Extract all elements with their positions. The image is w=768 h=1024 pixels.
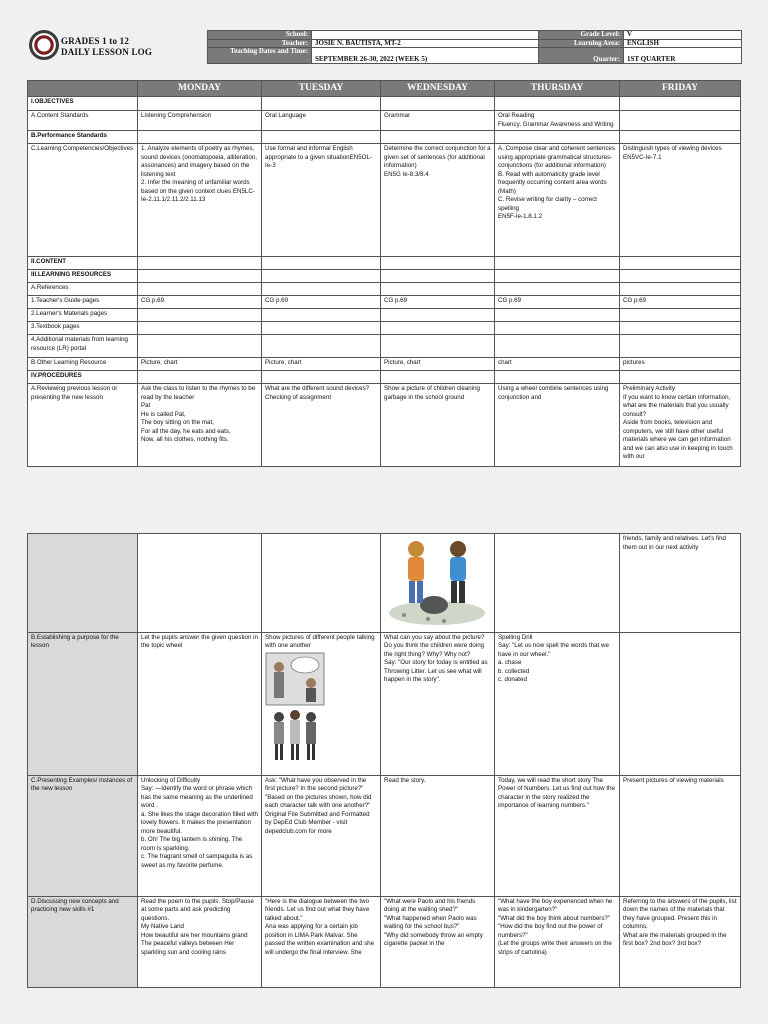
cell-tuesday	[262, 322, 381, 335]
cell-wednesday: Picture, chart	[381, 358, 495, 371]
table-row	[28, 322, 741, 335]
table-row	[28, 144, 741, 257]
cell-wednesday	[381, 270, 495, 283]
cell-tuesday: "Here is the dialogue between the two friends. Let us find out what they have talked about." Ana was applying for a certain job position in LIMA Park Malvar. She passed the written examination and she will undergo the final interview. She	[262, 896, 381, 987]
cell-thursday: chart	[495, 358, 620, 371]
cell-thursday	[495, 270, 620, 283]
table-row	[28, 111, 741, 131]
lesson-log-body	[28, 97, 741, 467]
cell-tuesday	[262, 309, 381, 322]
table-row	[28, 384, 741, 467]
row-label: 4.Additional materials from learning resource (LR) portal	[28, 335, 138, 358]
cell-tuesday: What are the different sound devices? Checking of assignment	[262, 384, 381, 467]
row-label: I.OBJECTIVES	[28, 97, 138, 111]
table-row	[28, 270, 741, 283]
day-header-friday: FRIDAY	[620, 81, 741, 97]
cell-tuesday	[262, 270, 381, 283]
cell-monday: Ask the class to listen to the rhymes to be read by the teacher Pat He is called Pat, The boy sitting on the mat, For all the day, he eats and eats, Now, all his clothes, nothing fits.	[138, 384, 262, 467]
cell-monday: Picture, chart	[138, 358, 262, 371]
cell-friday	[620, 257, 741, 270]
cell-thursday: Spelling Drill Say: "Let us now spell the words that we have in our wheel." a. chase b. collected c. donated	[495, 632, 620, 775]
cell-friday	[620, 335, 741, 358]
cell-monday	[138, 309, 262, 322]
row-label: B.Other Learning Resource	[28, 358, 138, 371]
teacher-label: Teacher:	[208, 39, 312, 48]
day-header-wednesday: WEDNESDAY	[381, 81, 495, 97]
cell-friday: Distinguish types of viewing devices EN5VC-Ie-7.1	[620, 144, 741, 257]
cell-friday	[620, 97, 741, 111]
cell-monday	[138, 335, 262, 358]
cell-thursday	[495, 322, 620, 335]
header-info-table	[207, 30, 742, 64]
cell-monday	[138, 534, 262, 633]
cell-friday: pictures	[620, 358, 741, 371]
cell-wednesday: What can you say about the picture? Do you think the children were doing the right thing? Why? Why not? Say: "Our story for today is entitled as Throwing Litter. Let us see what will happen in the story".	[381, 632, 495, 775]
header-title-block	[27, 28, 207, 78]
row-label: C.Learning Competencies/Objectives	[28, 144, 138, 257]
cell-wednesday	[381, 534, 495, 633]
table-row	[28, 283, 741, 296]
children-cleaning-picture	[384, 535, 491, 631]
day-header-monday: MONDAY	[138, 81, 262, 97]
cell-tuesday: Oral Language	[262, 111, 381, 131]
table-row	[28, 309, 741, 322]
quarter-label: Quarter:	[539, 48, 624, 64]
cell-friday: CG p.69	[620, 296, 741, 309]
cell-wednesday	[381, 97, 495, 111]
row-label: B.Establishing a purpose for the lesson	[28, 632, 138, 775]
school-label: School:	[208, 31, 312, 40]
cell-tuesday: Picture, chart	[262, 358, 381, 371]
cell-thursday: A. Compose clear and coherent sentences using appropriate grammatical structures- conjunctions (for additional information) B. Read with automaticity grade level frequently occurring content area words (Math) C. Revise writing for clarity – correct spelling EN5F-Ie-1.8.1.2	[495, 144, 620, 257]
cell-tuesday	[262, 131, 381, 144]
table-row	[28, 296, 741, 309]
cell-wednesday: Grammar	[381, 111, 495, 131]
cell-tuesday	[262, 97, 381, 111]
cell-tuesday: Show pictures of different people talking with one another	[262, 632, 381, 775]
table-row	[28, 131, 741, 144]
day-header-thursday: THURSDAY	[495, 81, 620, 97]
row-label: D.Discussing new concepts and practicing new skills #1	[28, 896, 138, 987]
cell-wednesday	[381, 322, 495, 335]
table-row	[28, 632, 741, 775]
row-label: A.Content Standards	[28, 111, 138, 131]
teaching-dates-value: SEPTEMBER 26-30, 2022 (WEEK 5)	[312, 48, 539, 64]
cell-monday	[138, 270, 262, 283]
title-line-2: DAILY LESSON LOG	[61, 47, 153, 57]
cell-tuesday	[262, 371, 381, 384]
lesson-log-table	[27, 80, 741, 467]
day-header-row	[28, 81, 741, 97]
cell-wednesday	[381, 371, 495, 384]
cell-thursday: CG p.69	[495, 296, 620, 309]
grade-level-label: Grade Level:	[539, 31, 624, 40]
cell-wednesday	[381, 309, 495, 322]
cell-friday	[620, 111, 741, 131]
cell-friday	[620, 322, 741, 335]
table-row	[28, 97, 741, 111]
table-row	[28, 257, 741, 270]
cell-thursday	[495, 371, 620, 384]
cell-wednesday	[381, 131, 495, 144]
cell-thursday	[495, 534, 620, 633]
row-label: A.Reviewing previous lesson or presenting the new lesson	[28, 384, 138, 467]
cell-thursday: "What have the boy experienced when he was in kindergarten?" "What did the boy think about numbers?" "How did the boy find out the power of numbers?" (Let the groups write their answers on the strips of cartolina)	[495, 896, 620, 987]
row-label: 3.Textbook pages	[28, 322, 138, 335]
cell-tuesday	[262, 257, 381, 270]
teaching-dates-label: Teaching Dates and Time:	[208, 48, 312, 64]
cell-monday: 1. Analyze elements of poetry as rhymes, sound devices (onomatopoeia, alliteration, assonances) and imagery based on the listening text 2. Infer the meaning of unfamiliar words based on the given context clues EN5LC-Ie-2.11.1/2.11.2/2.11.13	[138, 144, 262, 257]
cell-thursday: Today, we will read the short story The Power of Numbers. Let us find out how the character in the story realized the importance of learning numbers."	[495, 775, 620, 896]
row-label	[28, 534, 138, 633]
cell-monday	[138, 97, 262, 111]
cell-monday: Unlocking of Difficulty Say: —Identify the word or phrase which has the same meaning as the underlined word . a. She likes the stage decoration filled with lovely flowers. It makes the presentation more beautiful. b. Oh! The big lantern is shining. The room is sparkling. c. The fragrant smell of sampaguita is as sweet as my favorite perfume.	[138, 775, 262, 896]
cell-friday: Preliminary Activity If you want to know certain information, what are the materials that you usually consult? Aside from books, television and computers, we still have other useful materials where we can get information and we can also use in keeping in touch with our	[620, 384, 741, 467]
cell-monday: CG p.69	[138, 296, 262, 309]
lesson-log-table-continued	[27, 533, 741, 988]
cell-wednesday: Show a picture of children cleaning garbage in the school ground	[381, 384, 495, 467]
corner-cell	[28, 81, 138, 97]
cell-thursday	[495, 97, 620, 111]
table-row	[28, 896, 741, 987]
table-row	[28, 335, 741, 358]
cell-wednesday: "What were Paolo and his friends doing at the waiting shed?" "What happened when Paolo was waiting for the school bus?" "Why did somebody throw an empty cigarette packet in the	[381, 896, 495, 987]
cell-tuesday: Ask: "What have you observed in the first picture? In the second picture?" "Based on the pictures shown, how did each character talk with one another?" Original File Submitted and Formatted by DepEd Club Member - visit depedclub.com for more	[262, 775, 381, 896]
cell-thursday	[495, 283, 620, 296]
row-label: 1.Teacher's Guide pages	[28, 296, 138, 309]
row-label: II.CONTENT	[28, 257, 138, 270]
cell-tuesday: CG p.69	[262, 296, 381, 309]
cell-friday	[620, 371, 741, 384]
grade-level-value: V	[624, 31, 742, 40]
cell-monday: Read the poem to the pupils. Stop/Pause at some parts and ask predicting questions. My Native Land How beautiful are her mountains grand The peaceful valleys between Her sparkling sun and cooling rains	[138, 896, 262, 987]
cell-monday: Let the pupils answer the given question in the topic wheel	[138, 632, 262, 775]
table-row	[28, 775, 741, 896]
cell-monday	[138, 322, 262, 335]
row-label: A.References	[28, 283, 138, 296]
cell-monday	[138, 283, 262, 296]
table-row	[28, 534, 741, 633]
cell-monday	[138, 257, 262, 270]
lesson-log-body-continued	[28, 534, 741, 988]
title-line-1: GRADES 1 to 12	[61, 36, 130, 46]
cell-monday: Listening Comprehension	[138, 111, 262, 131]
row-label: B.Performance Standards	[28, 131, 138, 144]
cell-monday	[138, 371, 262, 384]
cell-wednesday	[381, 335, 495, 358]
deped-seal-icon	[29, 30, 59, 60]
table-row	[28, 371, 741, 384]
cell-tuesday	[262, 534, 381, 633]
cell-wednesday	[381, 283, 495, 296]
row-label: IV.PROCEDURES	[28, 371, 138, 384]
cell-tuesday: Use formal and informal English appropriate to a given situationEN5OL-Ie-3	[262, 144, 381, 257]
cell-thursday	[495, 335, 620, 358]
row-label: III.LEARNING RESOURCES	[28, 270, 138, 283]
cell-thursday: Using a wheel combine sentences using conjunction and	[495, 384, 620, 467]
school-value	[312, 31, 539, 40]
cell-thursday	[495, 257, 620, 270]
cell-thursday	[495, 131, 620, 144]
cell-friday	[620, 283, 741, 296]
quarter-value: 1ST QUARTER	[624, 48, 742, 64]
cell-wednesday: Determine the correct conjunction for a given set of sentences (for additional information) EN5G Ie-8.3/8.4	[381, 144, 495, 257]
cell-friday	[620, 270, 741, 283]
learning-area-label: Learning Area:	[539, 39, 624, 48]
cell-wednesday: Read the story.	[381, 775, 495, 896]
cell-wednesday	[381, 257, 495, 270]
cell-thursday: Oral Reading Fluency, Grammar Awareness and Writing	[495, 111, 620, 131]
cell-monday	[138, 131, 262, 144]
cell-friday	[620, 309, 741, 322]
cell-friday	[620, 131, 741, 144]
cell-thursday	[495, 309, 620, 322]
row-label: 2.Learner's Materials pages	[28, 309, 138, 322]
table-row	[28, 358, 741, 371]
people-talking-pictures	[265, 651, 377, 767]
document-title	[61, 36, 152, 58]
cell-friday: Referring to the answers of the pupils, list down the names of the materials that they have grouped. Present this in columns. What are the materials grouped in the first box? 2nd box? 3rd box?	[620, 896, 741, 987]
cell-wednesday: CG p.69	[381, 296, 495, 309]
cell-friday: friends, family and relatives. Let's find them out in our next activity	[620, 534, 741, 633]
day-header-tuesday: TUESDAY	[262, 81, 381, 97]
learning-area-value: ENGLISH	[624, 39, 742, 48]
cell-tuesday	[262, 335, 381, 358]
cell-tuesday	[262, 283, 381, 296]
row-label: C.Presenting Examples/ instances of the new lesson	[28, 775, 138, 896]
cell-friday	[620, 632, 741, 775]
cell-friday: Present pictures of viewing materials	[620, 775, 741, 896]
teacher-value: JOSIE N. BAUTISTA, MT-2	[312, 39, 539, 48]
